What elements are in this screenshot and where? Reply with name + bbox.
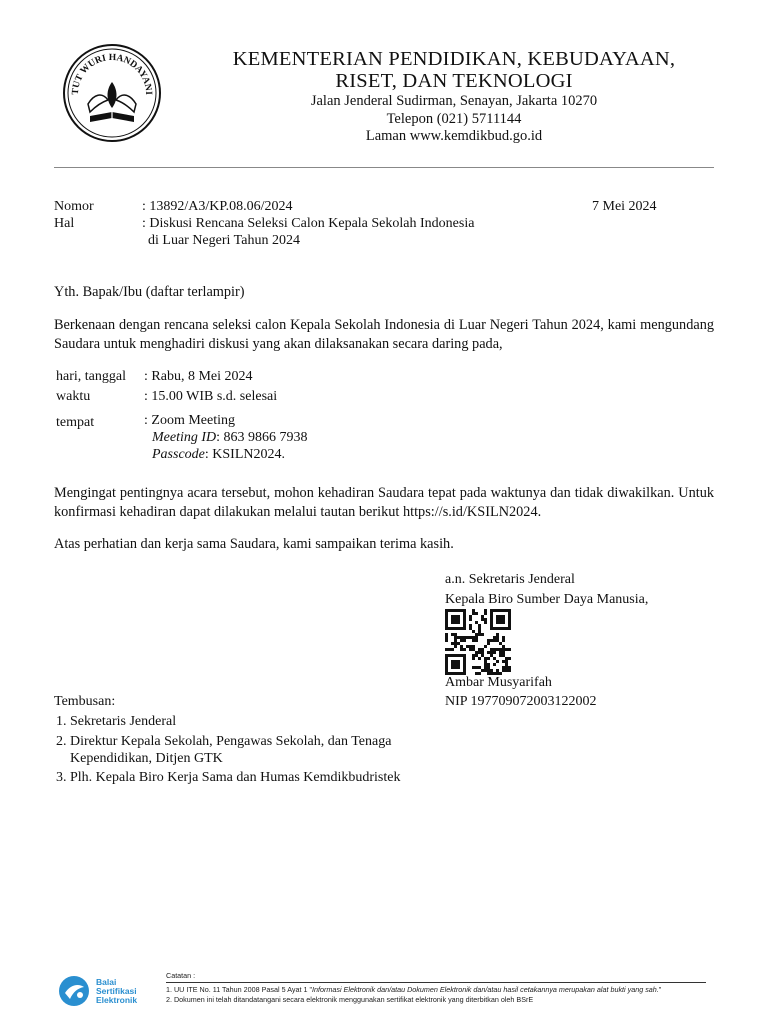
place-label: tempat — [56, 415, 95, 430]
cc-item: 2. Direktur Kepala Sekolah, Pengawas Sekolah, dan Tenaga — [56, 734, 392, 749]
ministry-logo — [60, 42, 164, 144]
nomor-label: Nomor — [54, 199, 94, 214]
note-title: Catatan : — [166, 971, 196, 980]
hal-label: Hal — [54, 216, 75, 231]
bsre-name — [96, 978, 137, 1005]
logo-motto: TUT WURI HANDAYANI — [70, 52, 154, 96]
meeting-id-value: : 863 9866 7938 — [216, 430, 308, 445]
ministry-website: Laman www.kemdikbud.go.id — [365, 128, 543, 144]
signer-nip: NIP 197709072003122002 — [445, 694, 597, 709]
letter-date: 7 Mei 2024 — [592, 199, 657, 214]
time-label: waktu — [56, 389, 91, 404]
signature-line2: Kepala Biro Sumber Daya Manusia, — [445, 592, 649, 607]
meeting-id-label: Meeting ID — [152, 430, 217, 445]
ministry-phone: Telepon (021) 5711144 — [386, 111, 522, 127]
passcode-value: : KSILN2024. — [204, 447, 286, 462]
nomor-value: : 13892/A3/KP.08.06/2024 — [142, 199, 293, 214]
bsre-name-line1: Balai — [96, 977, 117, 987]
cc-item: 3. Plh. Kepala Biro Kerja Sama dan Humas Kemdikbudristek — [56, 770, 401, 785]
note-1 — [166, 985, 661, 995]
signer-name: Ambar Musyarifah — [445, 675, 552, 690]
note-1-suffix: " — [658, 985, 662, 994]
recipient: Yth. Bapak/Ibu (daftar terlampir) — [54, 284, 245, 300]
ministry-name-line2: RISET, DAN TEKNOLOGI — [335, 70, 573, 92]
signature-line1: a.n. Sekretaris Jenderal — [445, 572, 575, 587]
paragraph-invitation: Berkenaan dengan rencana seleksi calon Kepala Sekolah Indonesia di Luar Negeri Tahun 2024, kami mengundang Saudara untuk menghadiri diskusi yang akan dilaksanakan secara daring pada, — [54, 317, 714, 352]
paragraph-closing: Atas perhatian dan kerja sama Saudara, kami sampaikan terima kasih. — [54, 536, 454, 552]
hal-value: : Diskusi Rencana Seleksi Calon Kepala Sekolah Indonesia — [142, 216, 475, 231]
footer-divider — [166, 982, 706, 983]
cc-item: 1. Sekretaris Jenderal — [56, 714, 177, 729]
bsre-logo — [56, 973, 92, 1009]
ministry-address: Jalan Jenderal Sudirman, Senayan, Jakarta 10270 — [310, 93, 598, 109]
cc-title: Tembusan: — [54, 694, 116, 709]
paragraph-attendance: Mengingat pentingnya acara tersebut, mohon kehadiran Saudara tepat pada waktunya dan tidak diwakilkan. Untuk konfirmasi kehadiran dapat dilakukan melalui tautan berikut https://s.id/KSILN2024. — [54, 485, 714, 520]
day-value: : Rabu, 8 Mei 2024 — [144, 369, 253, 384]
passcode-label: Passcode — [152, 447, 205, 462]
signature-qr-code — [445, 609, 511, 675]
time-value: : 15.00 WIB s.d. selesai — [144, 389, 278, 404]
bsre-name-line2: Sertifikasi — [96, 986, 137, 996]
note-2: 2. Dokumen ini telah ditandatangani secara elektronik menggunakan sertifikat elektronik yang diterbitkan oleh BSrE — [166, 995, 534, 1004]
cc-item-cont: Kependidikan, Ditjen GTK — [70, 751, 223, 766]
day-label: hari, tanggal — [56, 369, 126, 384]
bsre-name-line3: Elektronik — [96, 995, 138, 1005]
note-1-prefix: 1. UU ITE No. 11 Tahun 2008 Pasal 5 Ayat 1 " — [166, 985, 312, 994]
hal-value-cont: di Luar Negeri Tahun 2024 — [148, 233, 300, 248]
passcode-line — [152, 446, 285, 464]
place-value: : Zoom Meeting — [144, 413, 235, 428]
ministry-name-line1: KEMENTERIAN PENDIDIKAN, KEBUDAYAAN, — [232, 48, 676, 70]
header-divider — [54, 167, 714, 168]
meeting-id-line — [152, 429, 308, 447]
note-1-quote: Informasi Elektronik dan/atau Dokumen Elektronik dan/atau hasil cetakannya merupakan alat bukti yang sah. — [312, 985, 659, 994]
